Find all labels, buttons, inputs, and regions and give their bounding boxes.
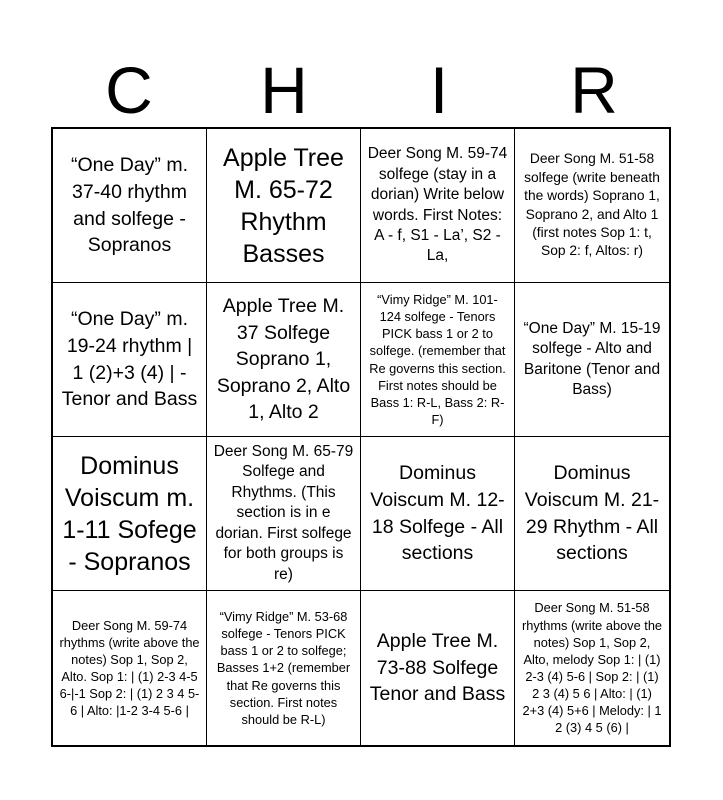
bingo-cell[interactable]: “Vimy Ridge” M. 53-68 solfege - Tenors PICK bass 1 or 2 to solfege; Basses 1+2 (remember that Re governs this section. First notes should be R-L) [207, 591, 361, 745]
bingo-cell[interactable]: Dominus Voiscum M. 12-18 Solfege - All sections [361, 437, 515, 591]
card-header [52, 52, 672, 128]
header-letter-h: H [260, 53, 308, 127]
bingo-cell[interactable]: “Vimy Ridge” M. 101-124 solfege - Tenors PICK bass 1 or 2 to solfege. (remember that Re governs this section. First notes should be Bass 1: R-L, Bass 2: R-F) [361, 283, 515, 437]
bingo-cell[interactable]: “One Day” M. 15-19 solfege - Alto and Baritone (Tenor and Bass) [515, 283, 669, 437]
bingo-cell[interactable]: Dominus Voiscum m. 1-11 Sofege - Sopranos [53, 437, 207, 591]
bingo-cell[interactable]: Deer Song M. 51-58 solfege (write beneath the words) Soprano 1, Soprano 2, and Alto 1 (first notes Sop 1: t, Sop 2: f, Altos: r) [515, 129, 669, 283]
header-letter-r: R [570, 53, 618, 127]
bingo-cell[interactable]: Apple Tree M. 73-88 Solfege Tenor and Bass [361, 591, 515, 745]
bingo-cell[interactable]: Dominus Voiscum M. 21-29 Rhythm - All sections [515, 437, 669, 591]
bingo-cell[interactable]: Deer Song M. 59-74 solfege (stay in a dorian) Write below words. First Notes: A - f, S1 - La’, S2 - La, [361, 129, 515, 283]
bingo-cell[interactable]: “One Day” m. 37-40 rhythm and solfege - Sopranos [53, 129, 207, 283]
bingo-cell[interactable]: Deer Song M. 51-58 rhythms (write above the notes) Sop 1, Sop 2, Alto, melody Sop 1: | (1) 2-3 (4) 5-6 | Sop 2: | (1) 2 3 (4) 5 6 | Alto: | (1) 2+3 (4) 5+6 | Melody: | 1 2 (3) 4 5 (6) | [521, 600, 663, 736]
bingo-cell[interactable]: Deer Song M. 65-79 Solfege and Rhythms. (This section is in e dorian. First solfege for both groups is re) [207, 437, 361, 591]
header-letter-c: C [105, 53, 153, 127]
bingo-cell[interactable]: Apple Tree M. 65-72 Rhythm Basses [207, 129, 361, 283]
bingo-cell[interactable]: “One Day” m. 19-24 rhythm | 1 (2)+3 (4) | - Tenor and Bass [53, 283, 207, 437]
bingo-cell[interactable]: Deer Song M. 59-74 rhythms (write above the notes) Sop 1, Sop 2, Alto. Sop 1: | (1) 2-3 4-5 6-|-1 Sop 2: | (1) 2 3 4 5-6 | Alto: |1-2 3-4 5-6 | [53, 591, 207, 745]
header-letter-i: I [429, 53, 449, 127]
bingo-cell[interactable]: Apple Tree M. 37 Solfege Soprano 1, Soprano 2, Alto 1, Alto 2 [207, 283, 361, 437]
bingo-grid [51, 127, 671, 747]
